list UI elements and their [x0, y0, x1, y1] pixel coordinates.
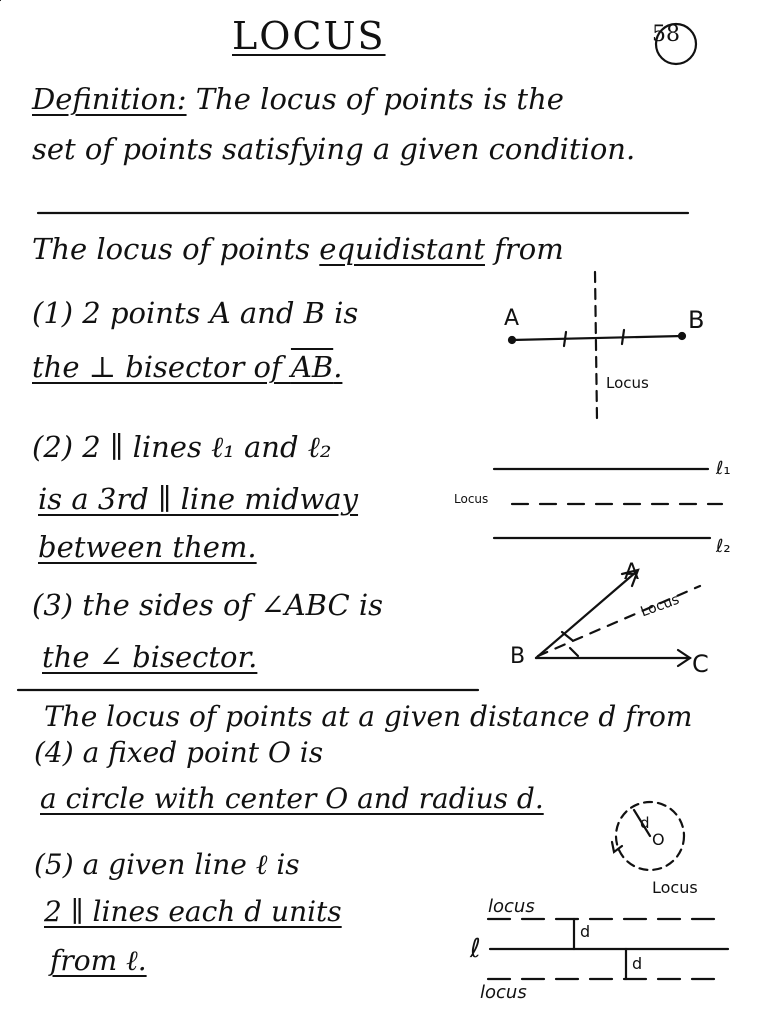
page-number-ring: [656, 24, 696, 64]
page-title: LOCUS: [232, 14, 386, 58]
item1-segment-ab: AB: [290, 350, 334, 384]
section1-intro-end: from: [484, 232, 564, 266]
diagram3-locus-label: Locus: [638, 591, 682, 621]
item2-line-3: between them.: [38, 530, 257, 564]
item1-line-1: (1) 2 points A and B is: [32, 296, 359, 330]
page-number: 58: [652, 22, 680, 47]
diagram5-locus-top-label: locus: [488, 896, 535, 917]
diagram1-segment-ab: [512, 336, 682, 340]
diagram2-label-l2: ℓ₂: [716, 536, 731, 557]
diagram5-label-d-bottom: d: [632, 954, 643, 973]
item5-line-2: 2 ∥ lines each d units: [44, 895, 342, 928]
item3-line-2: the ∠ bisector.: [42, 640, 258, 674]
item4-line-1: (4) a fixed point O is: [34, 736, 324, 769]
section1-intro-key: equidistant: [319, 232, 485, 266]
diagram3-label-b: B: [510, 644, 526, 669]
item4-line-2: a circle with center O and radius d.: [40, 782, 544, 815]
diagram5-locus-bottom-label: locus: [480, 982, 527, 1003]
diagram4-label-o: O: [652, 830, 665, 849]
item2-line-1: (2) 2 ∥ lines ℓ₁ and ℓ₂: [32, 430, 332, 464]
item5-line-3: from ℓ.: [50, 944, 147, 977]
diagram1-bisector: [595, 272, 597, 420]
item1-line-2-text: the ⊥ bisector of: [32, 350, 291, 384]
item3-line-1: (3) the sides of ∠ABC is: [32, 588, 384, 622]
section2-intro: The locus of points at a given distance d from: [44, 700, 693, 733]
definition-label: Definition:: [32, 82, 187, 116]
diagram1-label-a: A: [504, 306, 520, 331]
diagram3-ray-ba: [536, 572, 636, 658]
diagram4-label-d: d: [640, 814, 650, 832]
diagram3-label-c: C: [692, 650, 709, 678]
section1-intro-text: The locus of points: [32, 232, 320, 266]
diagram5-label-d-top: d: [580, 922, 591, 941]
item1-period: .: [333, 350, 343, 384]
diagram5-label-l: ℓ: [470, 934, 481, 964]
item5-line-1: (5) a given line ℓ is: [34, 848, 300, 881]
diagram1-locus-label: Locus: [606, 374, 649, 392]
definition-line-2: set of points satisfying a given condition.: [32, 132, 636, 166]
diagram2-locus-label: Locus: [454, 492, 489, 506]
diagram4-locus-label: Locus: [652, 878, 698, 897]
diagram3-label-a: A: [624, 560, 640, 585]
diagram1-label-b: B: [688, 306, 705, 334]
diagram2-label-l1: ℓ₁: [716, 458, 731, 479]
definition-text-1: The locus of points is the: [186, 82, 564, 116]
item2-line-2: is a 3rd ∥ line midway: [38, 482, 359, 516]
